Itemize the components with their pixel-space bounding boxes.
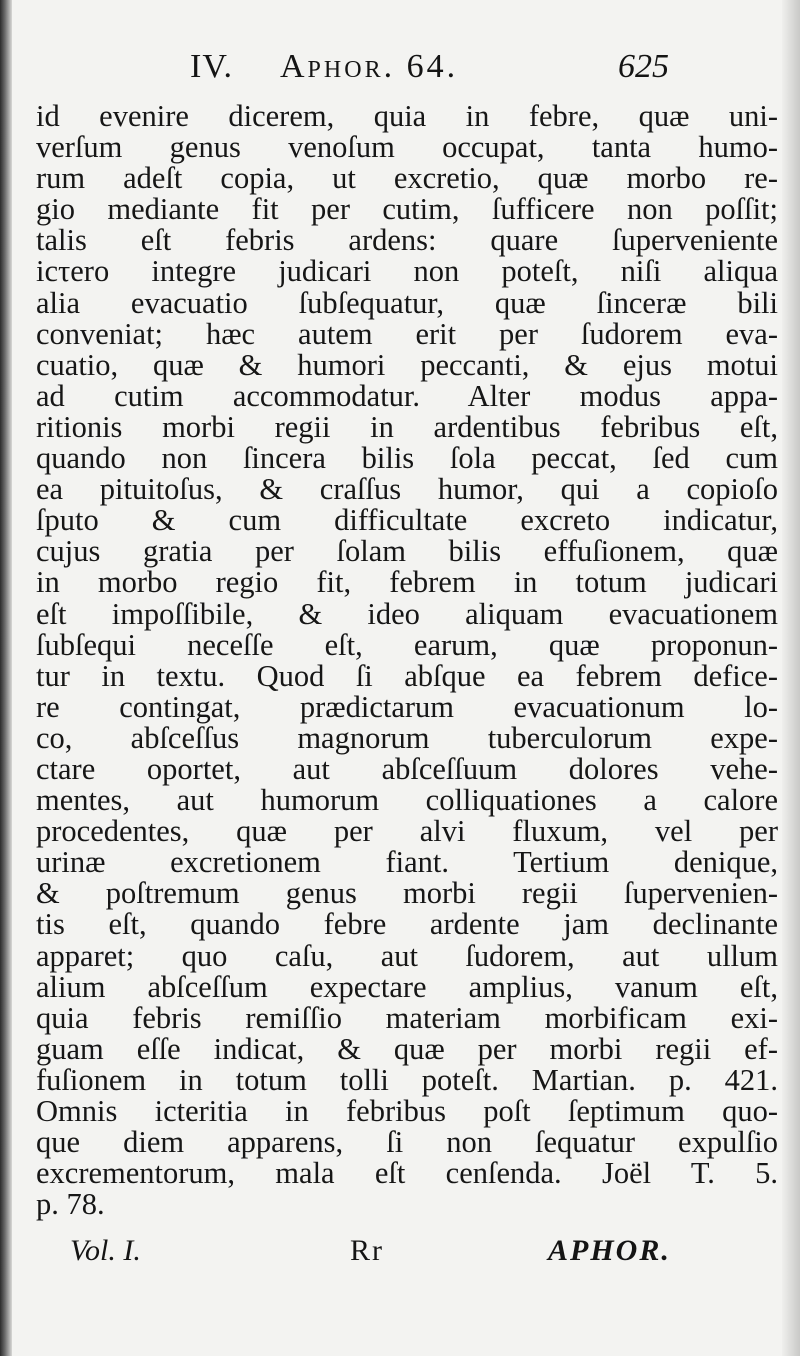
text-line: cujus gratia per ſolam bilis effuſionem, quæ	[36, 534, 778, 569]
text-line: in morbo regio fit, febrem in totum judicari	[36, 565, 778, 600]
text-line: tur in textu. Quod ſi abſque ea febrem defice-	[36, 658, 778, 693]
text-line: gio mediante fit per cutim, ſufficere non poſſit;	[36, 192, 778, 227]
text-line: mentes, aut humorum colliquationes a calore	[36, 783, 778, 818]
page-footer	[0, 1234, 800, 1274]
catchword: APHOR.	[548, 1234, 671, 1267]
text-line: excrementorum, mala eſt cenſenda. Joël T. 5.	[36, 1156, 778, 1191]
text-line: ea pituitoſus, & craſſus humor, qui a copioſo	[36, 472, 778, 507]
volume-signature: Vol. I.	[70, 1234, 141, 1267]
page-outer-edge	[782, 0, 800, 1356]
text-line: ſubſequi neceſſe eſt, earum, quæ proponun-	[36, 627, 778, 662]
body-text	[36, 101, 778, 1220]
text-line: rum adeſt copia, ut excretio, quæ morbo re-	[36, 161, 778, 196]
text-line: alia evacuatio ſubſequatur, quæ ſinceræ bili	[36, 285, 778, 320]
page-gutter-shadow	[0, 0, 12, 1356]
text-line: re contingat, prædictarum evacuationum lo-	[36, 689, 778, 724]
running-head-section	[280, 48, 458, 86]
text-line: id evenire dicerem, quia in febre, quæ uni-	[36, 99, 778, 133]
text-line: icτero integre judicari non poteſt, niſi aliqua	[36, 254, 778, 289]
text-line: alium abſceſſum expectare amplius, vanum eſt,	[36, 969, 778, 1004]
text-line: que diem apparens, ſi non ſequatur expulſio	[36, 1125, 778, 1160]
text-line: Omnis icteritia in febribus poſt ſeptimum quo-	[36, 1094, 778, 1128]
text-line: quando non ſincera bilis ſola peccat, ſed cum	[36, 441, 778, 476]
text-line: cuatio, quæ & humori peccanti, & ejus motui	[36, 347, 778, 382]
text-line: p. 78.	[36, 1187, 105, 1222]
text-line: co, abſceſſus magnorum tuberculorum expe-	[36, 720, 778, 755]
text-line: urinæ excretionem fiant. Tertium denique,	[36, 845, 778, 880]
text-line: apparet; quo caſu, aut ſudorem, aut ullum	[36, 938, 778, 973]
text-line: eſt impoſſibile, & ideo aliquam evacuationem	[36, 596, 778, 631]
running-head-chapter: IV.	[190, 48, 233, 85]
text-line: quia febris remiſſio materiam morbificam exi-	[36, 1000, 778, 1035]
text-line: ad cutim accommodatur. Alter modus appa-	[36, 378, 778, 413]
text-line: fuſionem in totum tolli poteſt. Martian. p. 421.	[36, 1062, 778, 1097]
running-head-aphorism-number: 64.	[406, 48, 459, 85]
running-head-section-label: Aphor.	[280, 48, 396, 85]
text-line: ritionis morbi regii in ardentibus febribus eſt,	[36, 409, 778, 444]
text-line: tis eſt, quando febre ardente jam declinante	[36, 907, 778, 942]
signature-mark: Rr	[350, 1234, 384, 1267]
page-number: 625	[618, 48, 669, 85]
text-line: talis eſt febris ardens: quare ſuperveniente	[36, 223, 778, 258]
text-line: guam eſſe indicat, & quæ per morbi regii ef-	[36, 1031, 778, 1066]
text-line: & poſtremum genus morbi regii ſupervenien-	[36, 876, 778, 911]
text-line: ctare oportet, aut abſceſſuum dolores vehe-	[36, 751, 778, 786]
text-line: verſum genus venoſum occupat, tanta humo-	[36, 130, 778, 165]
text-line: ſputo & cum difficultate excreto indicatur,	[36, 503, 778, 538]
text-line: conveniat; hæc autem erit per ſudorem eva-	[36, 316, 778, 351]
text-line: procedentes, quæ per alvi fluxum, vel per	[36, 814, 778, 849]
running-head	[190, 48, 790, 92]
